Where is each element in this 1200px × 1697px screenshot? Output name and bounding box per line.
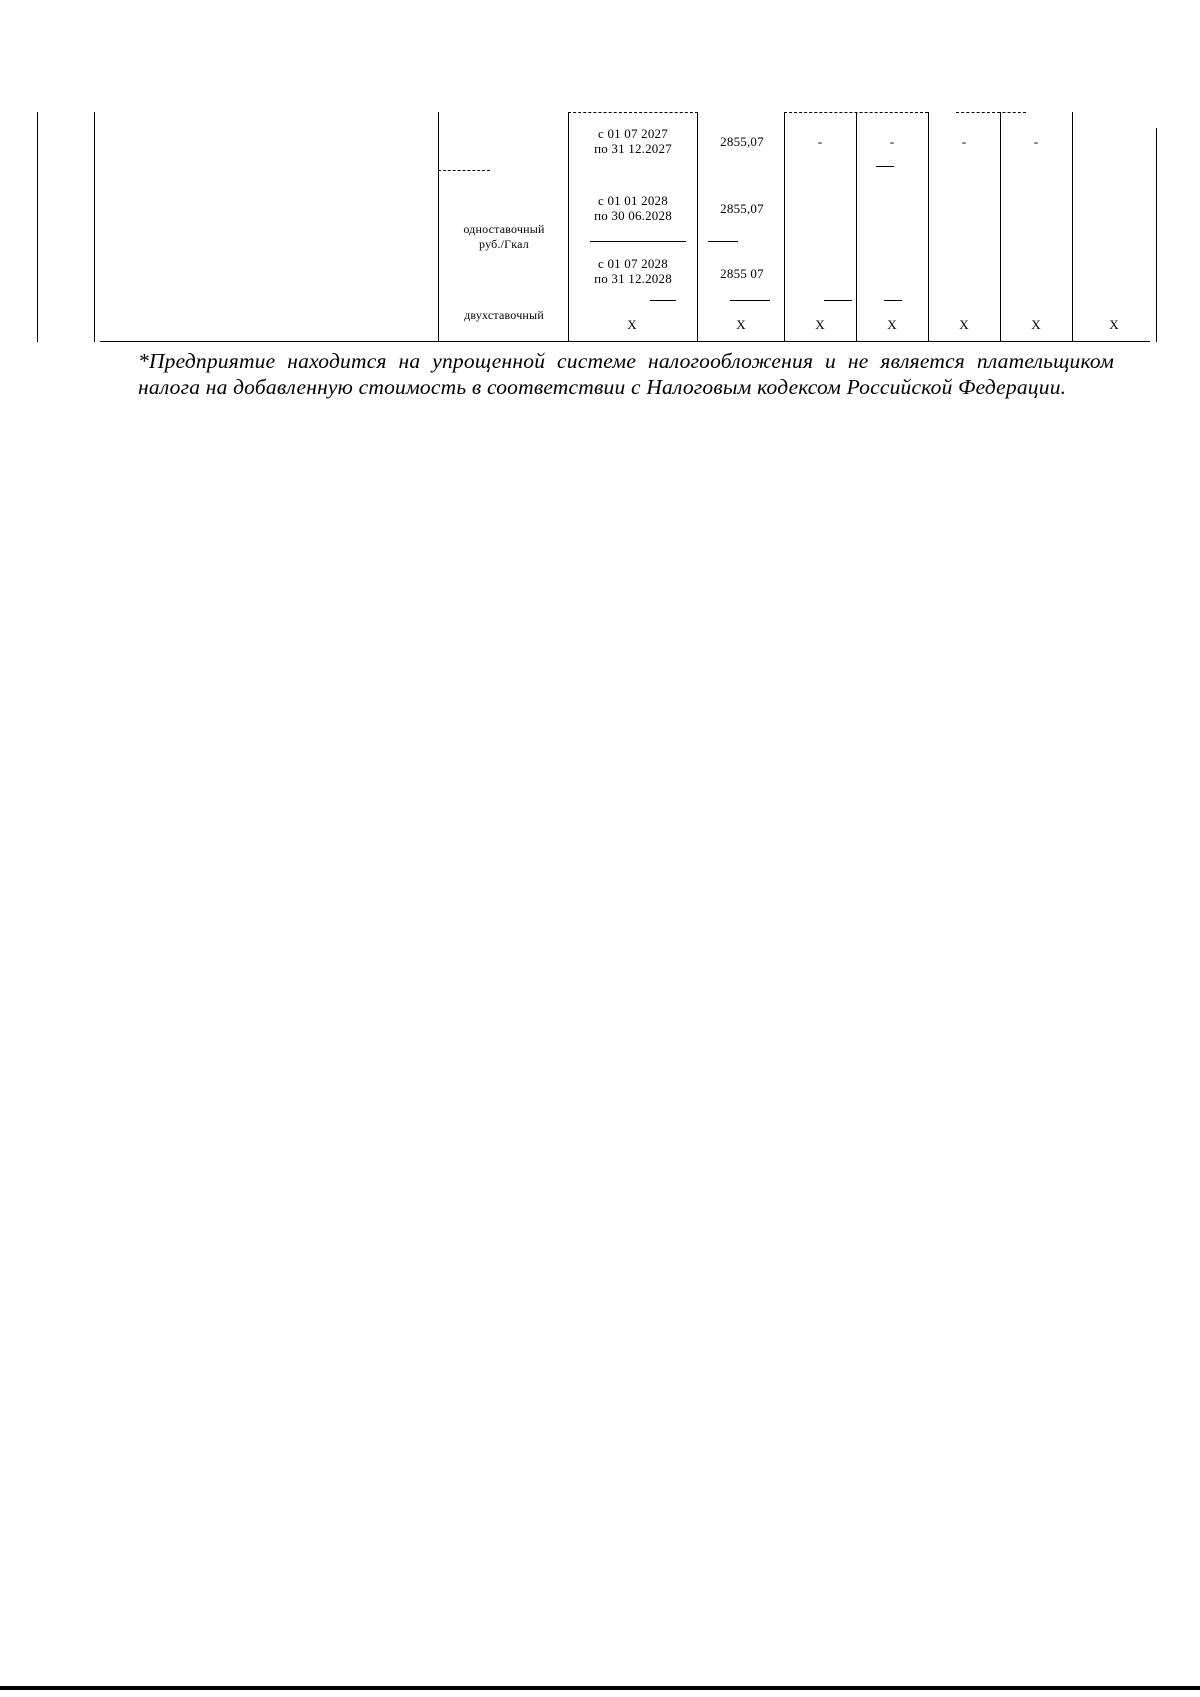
table-border-col8 — [1000, 112, 1001, 342]
x-mark: X — [1109, 317, 1119, 332]
empty-mark: - — [889, 134, 895, 149]
table-right-edge — [1156, 128, 1157, 342]
row-rule — [590, 241, 686, 242]
empty-mark: - — [961, 134, 967, 149]
row-rule — [824, 300, 852, 301]
table-border-col2 — [438, 112, 439, 342]
row-rule — [650, 300, 676, 301]
rate-unit: руб./Гкал — [479, 237, 529, 251]
x-mark: X — [1031, 317, 1041, 332]
table-bottom-rule — [100, 341, 1150, 342]
row-rule — [884, 300, 902, 301]
row-rule — [876, 166, 894, 167]
period-cell — [572, 256, 694, 286]
table-border-col9 — [1072, 112, 1073, 342]
table-border-col3 — [568, 112, 569, 342]
tariff-value: 2855,07 — [720, 134, 764, 149]
scan-bottom-edge — [0, 1686, 1200, 1690]
period-cell — [572, 193, 694, 223]
period-end: по 31 12.2028 — [594, 271, 672, 286]
tariff-value: 2855 07 — [720, 266, 764, 281]
period-end: по 31 12.2027 — [594, 141, 672, 156]
period-start: с 01 07 2027 — [598, 126, 668, 141]
table-border-col6 — [856, 112, 857, 342]
table-border-col5 — [784, 112, 785, 342]
x-mark: X — [959, 317, 969, 332]
empty-mark: - — [817, 134, 823, 149]
x-mark: X — [736, 317, 746, 332]
rate-type-label: одноставочный — [463, 222, 545, 236]
top-rule — [568, 112, 698, 113]
row-rule — [730, 300, 770, 301]
row-rule — [708, 241, 738, 242]
table-border-col4 — [697, 112, 698, 342]
period-end: по 30 06.2028 — [594, 208, 672, 223]
tariff-value: 2855,07 — [720, 201, 764, 216]
rate-type-double: двухставочный — [464, 308, 544, 322]
period-cell — [572, 126, 694, 156]
tax-footnote: *Предприятие находится на упрощенной системе налогообложения и не является плательщиком налога на добавленную стоимость в соответствии с Налоговым кодексом Российской Федерации. — [138, 349, 1114, 399]
period-start: с 01 07 2028 — [598, 256, 668, 271]
table-border-col1 — [94, 112, 95, 342]
empty-mark: - — [1033, 134, 1039, 149]
x-mark: X — [627, 317, 637, 332]
row-rule — [438, 170, 490, 171]
period-start: с 01 01 2028 — [598, 193, 668, 208]
table-left-edge — [37, 112, 38, 342]
x-mark: X — [887, 317, 897, 332]
rate-type-single — [442, 222, 566, 252]
x-mark: X — [815, 317, 825, 332]
table-border-col7 — [928, 112, 929, 342]
top-rule — [956, 112, 1026, 113]
top-rule — [784, 112, 928, 113]
